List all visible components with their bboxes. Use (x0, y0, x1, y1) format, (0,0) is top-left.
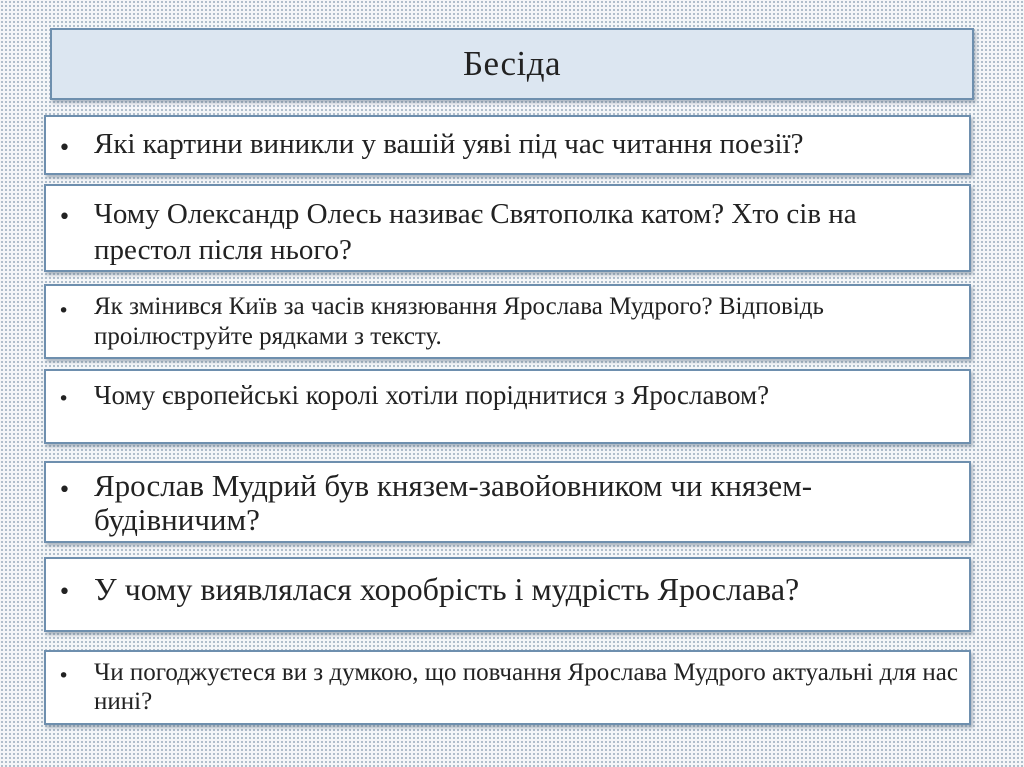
question-box-6 (44, 557, 971, 632)
bullet-icon: • (58, 665, 70, 687)
question-text-4: Чому європейські королі хотіли поріднитися з Ярославом? (94, 380, 770, 410)
question-box-4 (44, 369, 971, 444)
page-title: Бесіда (462, 44, 562, 83)
question-box-3 (44, 284, 971, 359)
question-box-7 (44, 650, 971, 725)
question-text-7: Чи погоджуєтеся ви з думкою, що повчання Ярослава Мудрого актуальні для нас нині? (94, 659, 958, 715)
question-text-6: У чому виявлялася хоробрість і мудрість Ярослава? (94, 571, 800, 607)
title-box (50, 28, 974, 100)
question-text-1: Які картини виникли у вашій уяві під час читання поезії? (94, 128, 804, 160)
bullet-icon: • (58, 580, 71, 605)
question-text-2: Чому Олександр Олесь називає Святополка катом? Хто сів на престол після нього? (94, 198, 857, 266)
bullet-icon: • (58, 300, 70, 322)
bullet-icon: • (58, 136, 71, 161)
question-box-2 (44, 184, 971, 272)
bullet-icon: • (58, 388, 70, 410)
question-box-5 (44, 461, 971, 543)
bullet-icon: • (58, 205, 71, 230)
question-text-5: Ярослав Мудрий був князем-завойовником чи князем-будівничим? (94, 468, 813, 537)
bullet-icon: • (58, 478, 71, 503)
question-text-3: Як змінився Київ за часів князювання Ярослава Мудрого? Відповідь проілюструйте рядками з тексту. (94, 293, 824, 350)
question-box-1 (44, 115, 971, 175)
